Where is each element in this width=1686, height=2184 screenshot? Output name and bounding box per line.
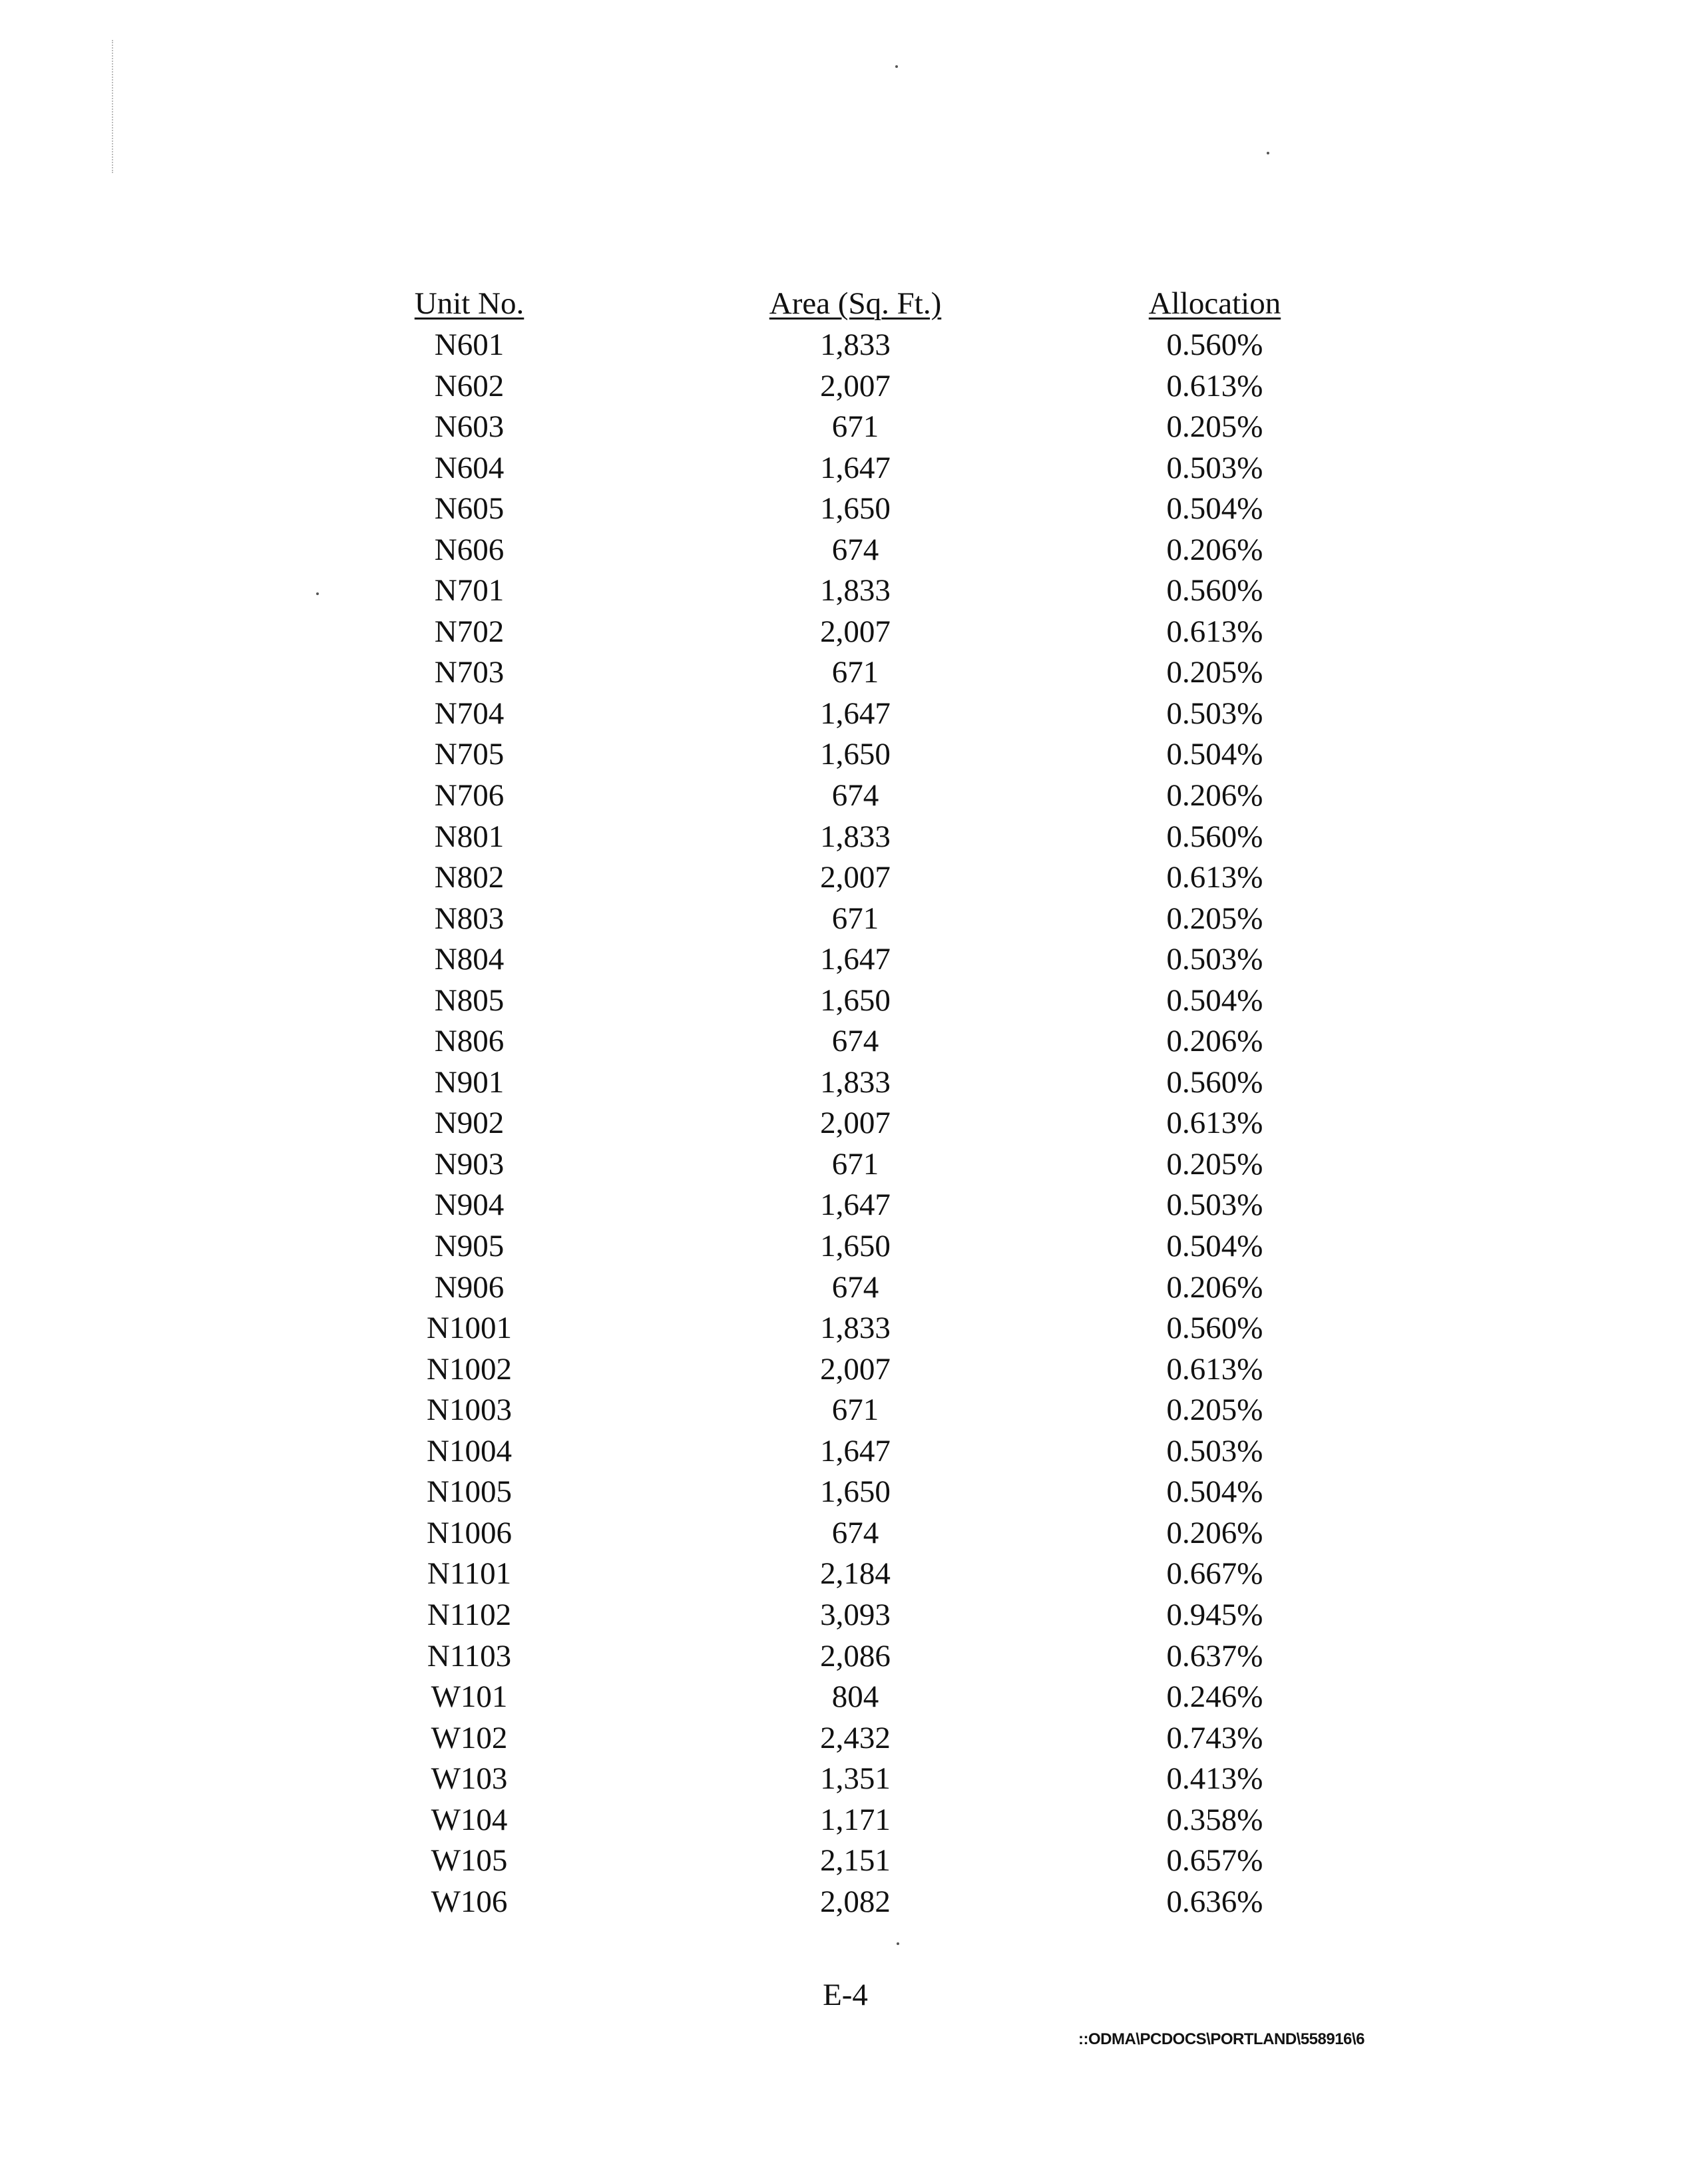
area-cell: 1,647 [820,450,891,485]
allocation-cell: 0.206% [1166,1269,1263,1305]
column-header-allocation [1105,283,1325,324]
allocation-cell: 0.205% [1166,655,1263,690]
area-cell: 1,833 [820,1311,891,1346]
table-row [0,981,1686,1022]
area-cell: 1,647 [820,696,891,731]
allocation-cell: 0.246% [1166,1679,1263,1715]
allocation-cell: 0.657% [1166,1843,1263,1878]
table-row [0,1759,1686,1800]
area-cell: 2,184 [820,1556,891,1592]
area-cell: 1,833 [820,1064,891,1100]
area-cell: 2,007 [820,1351,891,1387]
table-row [0,1718,1686,1759]
table-row [0,1472,1686,1513]
unit-cell: N1003 [427,1393,512,1428]
unit-cell: N903 [434,1146,505,1182]
unit-cell: N705 [434,737,505,772]
allocation-cell: 0.613% [1166,368,1263,403]
table-row [0,734,1686,775]
allocation-cell: 0.206% [1166,1515,1263,1550]
table-row [0,1226,1686,1267]
table-row [0,1800,1686,1841]
allocation-cell: 0.503% [1166,696,1263,731]
scan-speck [897,1942,899,1945]
table-row [0,1431,1686,1472]
table-row [0,530,1686,571]
table-row [0,407,1686,448]
column-header-area [716,283,995,324]
allocation-cell: 0.205% [1166,901,1263,936]
allocation-cell: 0.667% [1166,1556,1263,1592]
table-row [0,489,1686,530]
area-cell: 1,171 [820,1802,891,1837]
area-cell: 2,007 [820,614,891,649]
unit-cell: N1102 [427,1597,512,1632]
area-cell: 1,833 [820,328,891,362]
unit-cell: N1005 [427,1474,512,1510]
area-cell: 1,647 [820,1188,891,1223]
column-header-unit-text: Unit No. [414,286,525,321]
area-cell: 674 [831,532,879,567]
scan-speck [1267,152,1269,154]
area-cell: 2,086 [820,1638,891,1673]
unit-cell: N906 [434,1269,505,1305]
unit-cell: W106 [431,1884,508,1919]
unit-cell: W105 [431,1843,508,1878]
table-row [0,652,1686,694]
table-row [0,1062,1686,1104]
table-row [0,1882,1686,1923]
unit-cell: N803 [434,901,505,936]
column-header-unit [359,283,579,324]
table-row [0,366,1686,407]
allocation-cell: 0.503% [1166,1433,1263,1468]
scan-edge-marks [112,40,114,173]
area-cell: 671 [831,409,879,445]
allocation-cell: 0.504% [1166,1229,1263,1264]
table-row [0,1841,1686,1882]
area-cell: 671 [831,655,879,690]
unit-cell: N1002 [427,1351,512,1387]
unit-cell: N806 [434,1024,505,1059]
table-row [0,1677,1686,1718]
unit-cell: N905 [434,1229,505,1264]
unit-cell: N603 [434,409,505,445]
allocation-cell: 0.504% [1166,1474,1263,1510]
table-header-row [0,283,1686,324]
area-cell: 2,007 [820,860,891,895]
document-path: ::ODMA\PCDOCS\PORTLAND\558916\6 [1078,2030,1365,2048]
page-number: E-4 [823,1978,868,2012]
unit-cell: N704 [434,696,505,731]
table-row [0,570,1686,612]
scan-speck [895,65,898,68]
area-cell: 1,833 [820,573,891,608]
allocation-cell: 0.504% [1166,491,1263,527]
table-row [0,1021,1686,1062]
allocation-cell: 0.613% [1166,1106,1263,1141]
table-row [0,857,1686,899]
allocation-cell: 0.636% [1166,1884,1263,1919]
table-body [0,325,1686,1922]
unit-cell: N1001 [427,1311,512,1346]
unit-cell: N701 [434,573,505,608]
area-cell: 1,650 [820,983,891,1018]
unit-cell: N706 [434,778,505,813]
column-header-area-text: Area (Sq. Ft.) [769,286,942,321]
table-row [0,1636,1686,1677]
area-cell: 671 [831,1146,879,1182]
allocation-cell: 0.560% [1166,328,1263,362]
table-row [0,1349,1686,1391]
area-cell: 1,650 [820,737,891,772]
unit-cell: N602 [434,368,505,403]
unit-cell: N805 [434,983,505,1018]
table-row [0,1513,1686,1554]
unit-cell: N901 [434,1064,505,1100]
area-cell: 2,007 [820,368,891,403]
allocation-cell: 0.560% [1166,819,1263,854]
allocation-cell: 0.504% [1166,983,1263,1018]
table-row [0,448,1686,489]
table-row [0,1308,1686,1349]
allocation-cell: 0.206% [1166,532,1263,567]
area-cell: 2,151 [820,1843,891,1878]
unit-cell: N804 [434,942,505,977]
allocation-cell: 0.637% [1166,1638,1263,1673]
area-cell: 1,647 [820,1433,891,1468]
area-cell: 1,650 [820,1229,891,1264]
table-row [0,1554,1686,1595]
allocation-cell: 0.205% [1166,1393,1263,1428]
area-cell: 674 [831,1024,879,1059]
unit-cell: N604 [434,450,505,485]
table-row [0,1144,1686,1186]
table-row [0,817,1686,858]
unit-cell: W102 [431,1720,508,1755]
allocation-cell: 0.503% [1166,1188,1263,1223]
area-cell: 1,650 [820,491,891,527]
table-row [0,1267,1686,1309]
unit-cell: N601 [434,328,505,362]
unit-cell: N703 [434,655,505,690]
unit-cell: N904 [434,1188,505,1223]
table-row [0,939,1686,981]
unit-cell: N1101 [427,1556,512,1592]
allocation-cell: 0.206% [1166,1024,1263,1059]
table-row [0,325,1686,366]
area-cell: 674 [831,1269,879,1305]
allocation-cell: 0.613% [1166,1351,1263,1387]
allocation-cell: 0.945% [1166,1597,1263,1632]
unit-cell: N1103 [427,1638,512,1673]
table-row [0,1595,1686,1636]
area-cell: 1,833 [820,819,891,854]
area-cell: 2,007 [820,1106,891,1141]
table-row [0,694,1686,735]
table-row [0,1390,1686,1431]
area-cell: 671 [831,1393,879,1428]
allocation-cell: 0.206% [1166,778,1263,813]
allocation-cell: 0.613% [1166,860,1263,895]
table-row [0,775,1686,817]
allocation-cell: 0.560% [1166,573,1263,608]
allocation-cell: 0.743% [1166,1720,1263,1755]
area-cell: 3,093 [820,1597,891,1632]
unit-cell: N606 [434,532,505,567]
unit-cell: N902 [434,1106,505,1141]
area-cell: 804 [831,1679,879,1715]
allocation-cell: 0.503% [1166,450,1263,485]
allocation-cell: 0.205% [1166,409,1263,445]
area-cell: 674 [831,778,879,813]
allocation-cell: 0.560% [1166,1064,1263,1100]
unit-cell: N605 [434,491,505,527]
column-header-allocation-text: Allocation [1148,286,1281,321]
area-cell: 1,647 [820,942,891,977]
unit-cell: W103 [431,1761,508,1797]
area-cell: 671 [831,901,879,936]
unit-cell: N1006 [427,1515,512,1550]
unit-cell: N801 [434,819,505,854]
allocation-cell: 0.503% [1166,942,1263,977]
allocation-cell: 0.205% [1166,1146,1263,1182]
table-row [0,612,1686,653]
area-cell: 1,351 [820,1761,891,1797]
area-cell: 674 [831,1515,879,1550]
unit-cell: N1004 [427,1433,512,1468]
allocation-cell: 0.413% [1166,1761,1263,1797]
unit-cell: N802 [434,860,505,895]
area-cell: 2,082 [820,1884,891,1919]
allocation-cell: 0.613% [1166,614,1263,649]
table-row [0,1185,1686,1226]
allocation-cell: 0.560% [1166,1311,1263,1346]
unit-cell: N702 [434,614,505,649]
allocation-cell: 0.358% [1166,1802,1263,1837]
table-row [0,899,1686,940]
table-row [0,1103,1686,1144]
unit-cell: W104 [431,1802,508,1837]
unit-cell: W101 [431,1679,508,1715]
area-cell: 1,650 [820,1474,891,1510]
area-cell: 2,432 [820,1720,891,1755]
allocation-cell: 0.504% [1166,737,1263,772]
